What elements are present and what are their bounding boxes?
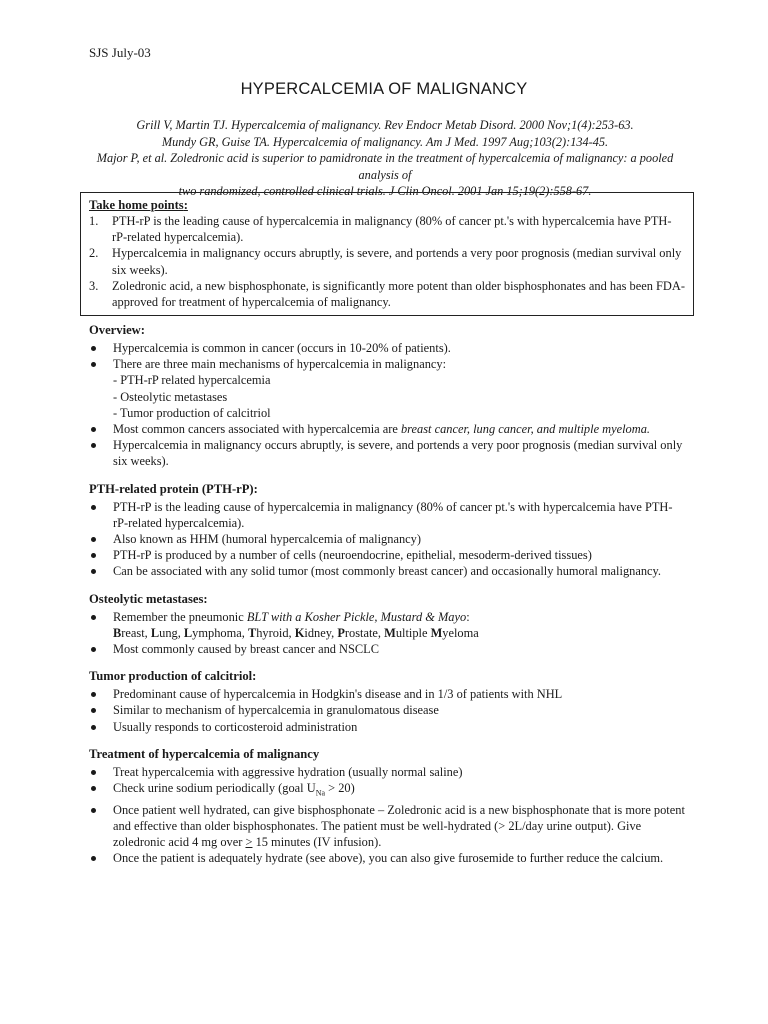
reference-2: Mundy GR, Guise TA. Hypercalcemia of malignancy. Am J Med. 1997 Aug;103(2):134-45. <box>161 134 609 149</box>
item-text: PTH-rP is produced by a number of cells (neuroendocrine, epithelial, mesoderm-derived tissues) <box>113 548 592 563</box>
item-text: Once patient well hydrated, can give bisphosphonate – Zoledronic acid is a new bisphosphonate that is more potent and effective than older bisphosphonates. The patient must be well-hydrated (> 2L/day urine output). Give zoledronic acid 4 mg over <box>113 802 685 850</box>
item-text: Hypercalcemia in malignancy occurs abruptly, is severe, and portends a very poor prognosis (median survival only six weeks). <box>112 246 682 277</box>
mnemonic-phrase: BLT with a Kosher Pickle, Mustard & Mayo <box>246 609 467 624</box>
bullet-icon <box>91 362 96 367</box>
mnemonic-expansion <box>113 625 685 641</box>
mnemonic-initial: M <box>384 625 396 640</box>
item-text: Hypercalcemia in malignancy occurs abruptly, is severe, and portends a very poor prognosis (median survival only six weeks). <box>113 438 683 469</box>
pthrp-section <box>89 481 685 580</box>
references <box>80 117 690 200</box>
item-emphasis: breast cancer, lung cancer, and multiple myeloma. <box>400 422 650 437</box>
treatment-section <box>89 746 685 867</box>
calcitriol-section <box>89 668 685 735</box>
item-text: Also known as HHM (humoral hypercalcemia of malignancy) <box>113 532 421 547</box>
list-item <box>89 340 685 356</box>
item-punct: : <box>466 609 470 624</box>
mnemonic-rest: yeloma <box>442 625 479 640</box>
treatment-list <box>89 764 685 867</box>
list-item <box>89 686 685 702</box>
bullet-icon <box>91 346 96 351</box>
bullet-icon <box>91 553 96 558</box>
item-text: Hypercalcemia is common in cancer (occurs in 10-20% of patients). <box>113 341 451 355</box>
list-item <box>89 547 685 563</box>
sub-item: - Osteolytic metastases <box>113 389 228 404</box>
take-home-list <box>89 213 685 310</box>
take-home-heading-text: Take home points <box>89 198 184 212</box>
item-text: Zoledronic acid, a new bisphosphonate, is significantly more potent than older bisphosphonates and has been FDA-approved for treatment of hypercalcemia of malignancy. <box>112 278 685 310</box>
mnemonic-rest: ultiple <box>395 625 431 640</box>
list-item <box>89 421 685 437</box>
mnemonic-initial: L <box>150 625 160 640</box>
list-item <box>89 641 685 657</box>
item-text-end: 15 minutes (IV infusion). <box>252 835 382 850</box>
mnemonic-initial: P <box>337 625 345 640</box>
bullet-icon <box>91 725 96 730</box>
item-text: Check urine sodium periodically (goal U <box>113 781 316 796</box>
calcitriol-list <box>89 686 685 735</box>
bullet-icon <box>91 647 96 652</box>
item-text: Usually responds to corticosteroid administration <box>113 719 358 734</box>
mnemonic-rest: ymphoma, <box>192 625 248 640</box>
pthrp-heading: PTH-related protein (PTH-rP): <box>89 481 258 496</box>
mnemonic-initial: B <box>113 625 122 640</box>
reference-3-line-2: two randomized, controlled clinical trials. J Clin Oncol. 2001 Jan 15;19(2):558-67. <box>178 184 592 198</box>
item-text: Most commonly caused by breast cancer and NSCLC <box>113 642 379 657</box>
list-item <box>89 563 685 579</box>
treatment-heading: Treatment of hypercalcemia of malignancy <box>89 746 320 761</box>
list-item <box>89 499 685 531</box>
overview-list <box>89 340 685 470</box>
overview-heading: Overview: <box>89 323 145 337</box>
mnemonic-rest: reast, <box>121 625 151 640</box>
main-content <box>89 322 685 878</box>
bullet-icon <box>91 505 96 510</box>
list-item <box>89 764 685 780</box>
take-home-item <box>89 213 685 245</box>
item-text: Similar to mechanism of hypercalcemia in granulomatous disease <box>113 703 439 718</box>
mnemonic-rest: ung, <box>159 625 184 640</box>
item-text: Most common cancers associated with hypercalcemia are <box>113 422 401 437</box>
item-text: Predominant cause of hypercalcemia in Hodgkin's disease and in 1/3 of patients with NHL <box>113 687 563 702</box>
bullet-icon <box>91 427 96 432</box>
list-item <box>89 531 685 547</box>
item-text: Remember the pneumonic <box>113 609 247 624</box>
osteolytic-heading: Osteolytic metastases: <box>89 591 208 606</box>
osteolytic-list <box>89 609 685 658</box>
page-title: HYPERCALCEMIA OF MALIGNANCY <box>240 80 528 98</box>
item-text: PTH-rP is the leading cause of hypercalcemia in malignancy (80% of cancer pt.'s with hypercalcemia have PTH-rP-related hypercalcemia). <box>112 214 672 245</box>
author-date-note: SJS July-03 <box>89 45 151 60</box>
list-item <box>89 437 685 469</box>
list-item <box>89 609 685 641</box>
calcitriol-heading: Tumor production of calcitriol: <box>89 669 257 684</box>
reference-1: Grill V, Martin TJ. Hypercalcemia of malignancy. Rev Endocr Metab Disord. 2000 Nov;1(4):253-63. <box>136 118 634 132</box>
bullet-icon <box>91 770 96 775</box>
item-number: 3. <box>89 278 99 293</box>
take-home-heading <box>89 197 685 213</box>
osteolytic-section <box>89 591 685 658</box>
take-home-item <box>89 278 685 310</box>
list-item <box>89 780 685 802</box>
overview-section <box>89 322 685 470</box>
mnemonic-initial: T <box>247 625 257 640</box>
list-item <box>89 702 685 718</box>
reference-3-line-1: Major P, et al. Zoledronic acid is superior to pamidronate in the treatment of hypercalcemia of malignancy: a pooled analysis of <box>96 151 674 182</box>
subscript: Na <box>315 788 326 798</box>
bullet-icon <box>91 808 96 813</box>
pthrp-list <box>89 499 685 580</box>
mnemonic-rest: rostate, <box>344 625 385 640</box>
bullet-icon <box>91 443 96 448</box>
item-number: 2. <box>89 246 99 261</box>
mnemonic-initial: K <box>294 625 305 640</box>
bullet-icon <box>91 569 96 574</box>
bullet-icon <box>91 537 96 542</box>
mnemonic-initial: M <box>430 625 443 640</box>
mnemonic-rest: idney, <box>304 625 338 640</box>
bullet-icon <box>91 856 96 861</box>
take-home-colon: : <box>183 198 188 212</box>
mnemonic-rest: hyroid, <box>256 625 295 640</box>
item-number: 1. <box>89 214 99 228</box>
list-item <box>89 850 685 866</box>
mnemonic-initial: L <box>183 625 193 640</box>
list-item <box>89 802 685 851</box>
bullet-icon <box>91 692 96 697</box>
item-text: Once the patient is adequately hydrate (see above), you can also give furosemide to further reduce the calcium. <box>113 851 664 866</box>
bullet-icon <box>91 786 96 791</box>
take-home-box <box>80 192 694 316</box>
item-text: Can be associated with any solid tumor (most commonly breast cancer) and occasionally humoral malignancy. <box>113 564 662 579</box>
take-home-item <box>89 245 685 277</box>
item-text: There are three main mechanisms of hypercalcemia in malignancy: <box>113 357 447 372</box>
list-item <box>89 356 685 421</box>
item-text: Treat hypercalcemia with aggressive hydration (usually normal saline) <box>113 764 463 779</box>
sub-item: - PTH-rP related hypercalcemia <box>113 373 271 388</box>
bullet-icon <box>91 708 96 713</box>
sub-item: - Tumor production of calcitriol <box>113 405 271 420</box>
greater-equal-sign: > <box>245 835 253 850</box>
item-text-end: > 20) <box>325 781 355 796</box>
bullet-icon <box>91 615 96 620</box>
list-item <box>89 719 685 735</box>
item-text: PTH-rP is the leading cause of hypercalcemia in malignancy (80% of cancer pt.'s with hypercalcemia have PTH-rP-related hypercalcemia). <box>113 499 673 530</box>
